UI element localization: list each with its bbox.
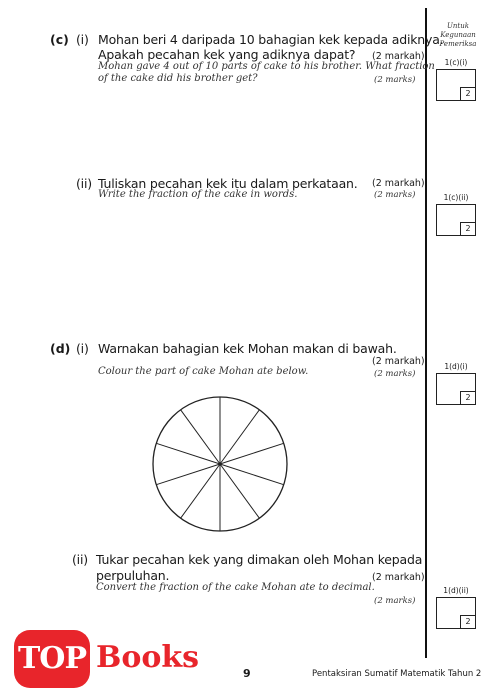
question-d-i-number: (i) [76,341,89,356]
mark-box-label: 1(c)(i) [444,58,468,67]
marks-ms: (2 markah) [372,178,425,189]
mark-box-label: 1(c)(ii) [443,193,469,202]
question-c-ii-text-en: Write the fraction of the cake in words. [98,189,298,200]
marks-ms: (2 markah) [372,51,425,62]
mark-cell: 2 [460,222,475,235]
margin-rule [425,8,427,658]
mark-box [436,597,476,629]
mark-cell: 2 [460,87,475,100]
page-number: 9 [243,667,251,680]
mark-box-label: 1(d)(i) [444,362,468,371]
question-c-label: (c) [50,32,69,47]
cake-circle[interactable] [150,394,290,534]
question-d-i-text-ms: Warnakan bahagian kek Mohan makan di bawah. [98,341,397,356]
marks-en: (2 marks) [374,596,416,606]
question-d-label: (d) [50,341,71,356]
footer-title: Pentaksiran Sumatif Matematik Tahun 2 [312,669,482,679]
logo-top-badge: TOP [14,630,90,688]
mark-cell: 2 [460,391,475,404]
question-d-ii-text-en: Convert the fraction of the cake Mohan ate to decimal. [96,582,375,593]
mark-box-label: 1(d)(ii) [443,586,469,595]
marks-en: (2 marks) [374,75,416,85]
question-c-i-text-ms: Mohan beri 4 daripada 10 bahagian kek kepada adiknya. [98,32,444,47]
question-d-ii-text-ms: Tukar pecahan kek yang dimakan oleh Mohan kepada [96,552,423,567]
question-c-ii-text-ms: Tuliskan pecahan kek itu dalam perkataan. [98,176,358,191]
examiner-use-header: Untuk Kegunaan Pemeriksa [439,22,477,48]
question-c-i-text-ms: Apakah pecahan kek yang adiknya dapat? [98,47,356,62]
topbooks-logo [0,628,200,694]
mark-cell: 2 [460,615,475,628]
marks-en: (2 marks) [374,190,416,200]
marks-en: (2 marks) [374,369,416,379]
question-c-i-number: (i) [76,32,89,47]
mark-box [436,69,476,101]
question-c-i-text-en: of the cake did his brother get? [98,73,258,84]
question-d-ii-text-ms: perpuluhan. [96,568,170,583]
mark-box [436,204,476,236]
question-c-ii-number: (ii) [76,176,92,191]
mark-box [436,373,476,405]
marks-ms: (2 markah) [372,572,425,583]
logo-books-text: Books [96,640,200,675]
question-d-ii-number: (ii) [72,552,88,567]
marks-ms: (2 markah) [372,356,425,367]
question-d-i-text-en: Colour the part of cake Mohan ate below. [98,366,309,377]
question-c-i-text-en: Mohan gave 4 out of 10 parts of cake to his brother. What fraction [98,61,435,72]
